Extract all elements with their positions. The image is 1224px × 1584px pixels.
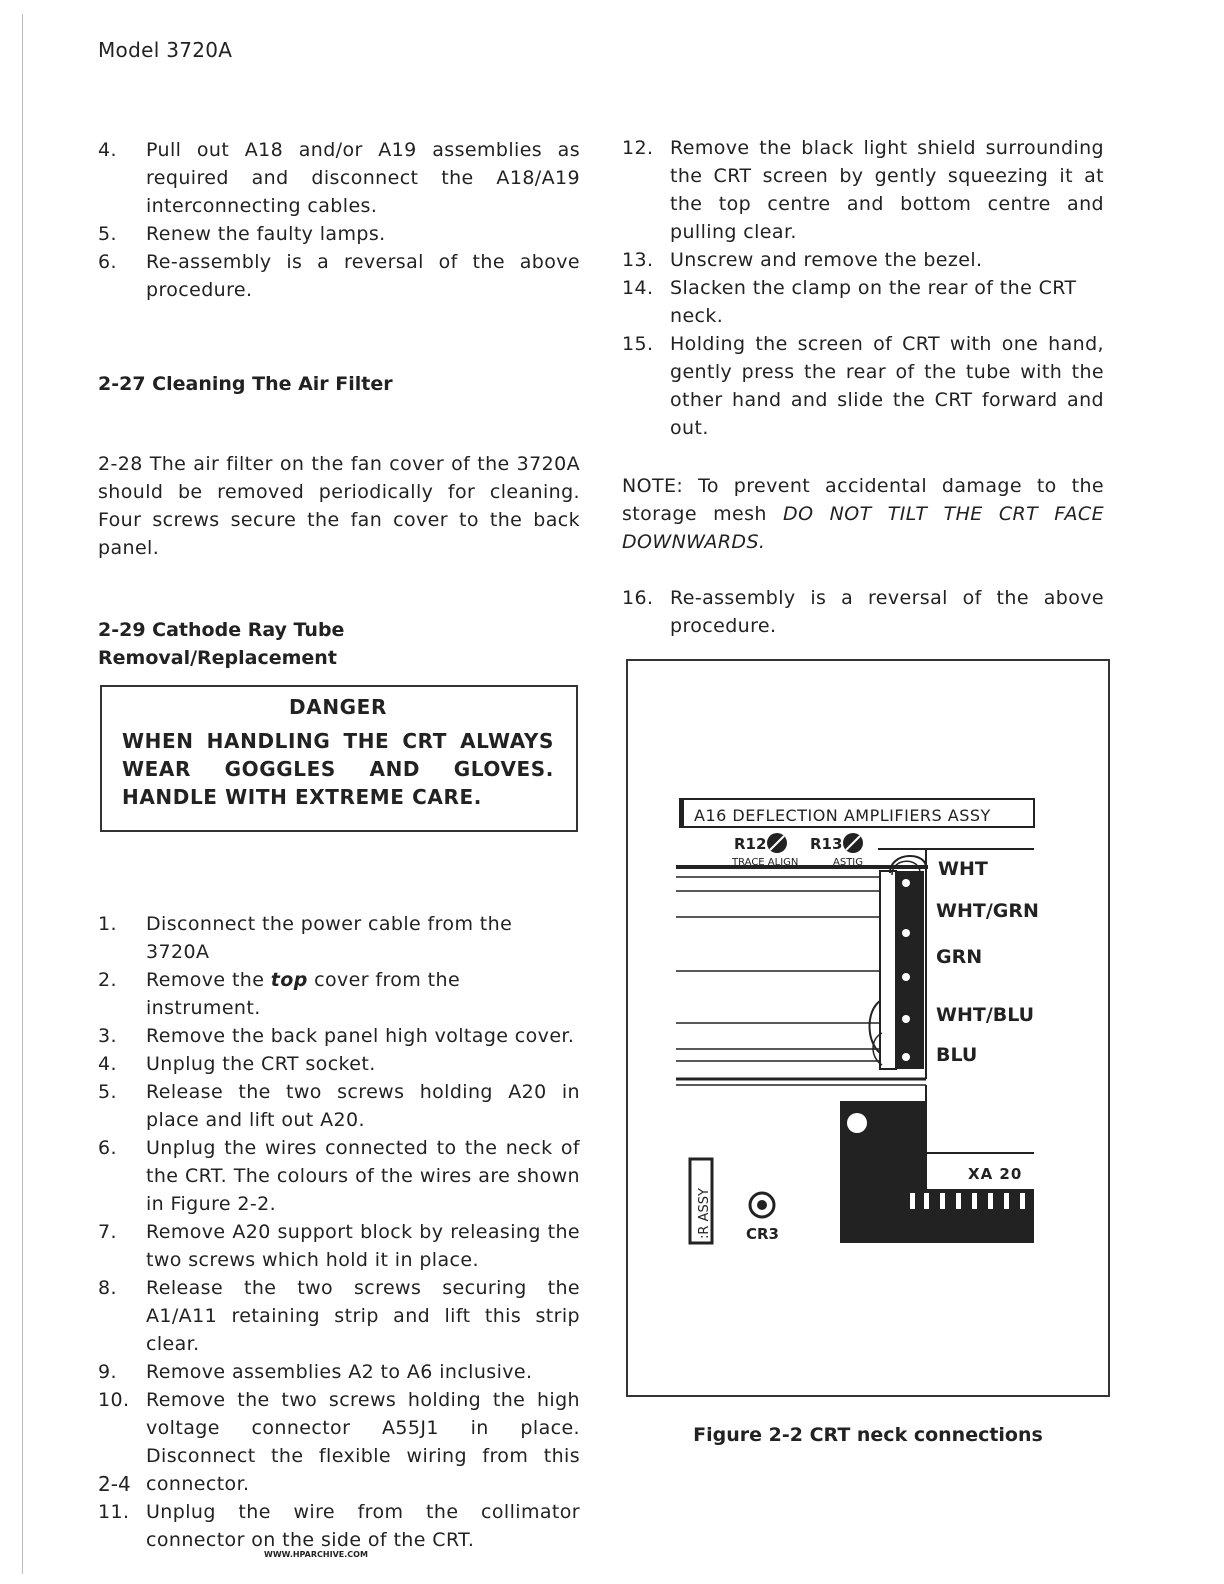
step-text: Disconnect the power cable from the 3720A [146, 913, 513, 963]
list-item [622, 584, 1104, 640]
step-number: 2. [98, 969, 117, 991]
board-title: A16 DEFLECTION AMPLIFIERS ASSY [694, 806, 991, 825]
step-text: Re-assembly is a reversal of the above procedure. [146, 251, 580, 301]
step-text: Unplug the wire from the collimator connector on the side of the CRT. [146, 1501, 580, 1551]
step-text: Re-assembly is a reversal of the above procedure. [670, 587, 1104, 637]
page-header-model: Model 3720A [98, 38, 233, 62]
wire-label-wht: WHT [938, 858, 988, 880]
connector-block [896, 871, 924, 1069]
socket-pin [956, 1193, 961, 1209]
danger-title: DANGER [289, 695, 387, 719]
wire-label-grn: GRN [936, 946, 983, 968]
section-heading-2-29: 2-29 Cathode Ray Tube Removal/Replacement [98, 619, 345, 669]
step-text: Unplug the wires connected to the neck of the CRT. The colours of the wires are shown in Figure 2-2. [146, 1137, 580, 1215]
list-item [98, 1022, 580, 1050]
socket-pin [1020, 1193, 1025, 1209]
footer-url: WWW.HPARCHIVE.COM [264, 1550, 368, 1559]
step-text: Slacken the clamp on the rear of the CRT neck. [670, 277, 1077, 327]
list-item [98, 1134, 580, 1218]
figure-frame [626, 659, 1110, 1397]
list-item [622, 274, 1104, 330]
wire-label-wht-grn: WHT/GRN [936, 900, 1039, 922]
step-number: 7. [98, 1221, 117, 1243]
step-text: Release the two screws securing the A1/A11 retaining strip and lift this strip clear. [146, 1277, 580, 1355]
step-text: Unplug the CRT socket. [146, 1053, 376, 1075]
note-text: NOTE: To prevent accidental damage to the storage mesh [622, 475, 1104, 525]
crt-neck-diagram [628, 661, 1108, 1395]
step-text: Remove the back panel high voltage cover. [146, 1025, 575, 1047]
note-emphasis: DO NOT TILT THE CRT FACE DOWNWARDS. [622, 503, 1104, 553]
page-edge [22, 14, 23, 1574]
step-text: Holding the screen of CRT with one hand, gently press the rear of the tube with the other hand and slide the CRT forward and out. [670, 333, 1104, 439]
step-number: 12. [622, 137, 654, 159]
step-text: Pull out A18 and/or A19 assemblies as required and disconnect the A18/A19 interconnecting cables. [146, 139, 580, 217]
step-number: 8. [98, 1277, 117, 1299]
steps-list-right-16 [622, 584, 1104, 640]
list-item [98, 1078, 580, 1134]
wire-label-wht-blu: WHT/BLU [936, 1004, 1035, 1026]
connector-pin [902, 1053, 910, 1061]
list-item [98, 1358, 580, 1386]
left-column-steps [98, 910, 580, 1554]
r12-label: R12 [734, 835, 767, 853]
list-item [98, 910, 580, 966]
astig-label: ASTIG [833, 857, 863, 868]
list-item [622, 134, 1104, 246]
danger-text: WHEN HANDLING THE CRT ALWAYS WEAR GOGGLES AND GLOVES. HANDLE WITH EXTREME CARE. [122, 729, 554, 809]
list-item [98, 1218, 580, 1274]
list-item [98, 248, 580, 304]
connector-pin [902, 929, 910, 937]
step-number: 5. [98, 1081, 117, 1103]
step-number: 10. [98, 1389, 130, 1411]
xa20-label: XA 20 [968, 1165, 1023, 1183]
step-number: 4. [98, 1053, 117, 1075]
right-column [622, 134, 1104, 640]
list-item [98, 136, 580, 220]
step-number: 15. [622, 333, 654, 355]
step-text: Remove A20 support block by releasing the two screws which hold it in place. [146, 1221, 580, 1271]
step-number: 11. [98, 1501, 130, 1523]
support-block-hole [847, 1113, 867, 1133]
danger-box [100, 685, 578, 832]
list-item [98, 1386, 580, 1498]
r13-label: R13 [810, 835, 843, 853]
list-item [622, 330, 1104, 442]
step-text: Remove the two screws holding the high voltage connector A55J1 in place. Disconnect the flexible wiring from this connector. [146, 1389, 580, 1495]
step-number: 13. [622, 249, 654, 271]
steps-list-top [98, 136, 580, 304]
step-number: 16. [622, 587, 654, 609]
step-text-emphasis: top [270, 969, 308, 991]
socket-pin [972, 1193, 977, 1209]
socket-pin [910, 1193, 915, 1209]
page-number: 2-4 [98, 1472, 131, 1496]
list-item [98, 220, 580, 248]
step-text: Release the two screws holding A20 in place and lift out A20. [146, 1081, 580, 1131]
socket-pin [940, 1193, 945, 1209]
figure-caption: Figure 2-2 CRT neck connections [693, 1424, 1043, 1446]
list-item [622, 246, 1104, 274]
socket-pin [988, 1193, 993, 1209]
step-text: Unscrew and remove the bezel. [670, 249, 983, 271]
step-number: 5. [98, 223, 117, 245]
section-2-28-paragraph: 2-28 The air filter on the fan cover of the 3720A should be removed periodically for cleaning. Four screws secure the fan cover to the back panel. [98, 453, 580, 559]
list-item [98, 1050, 580, 1078]
list-item [98, 966, 580, 1022]
list-item [98, 1274, 580, 1358]
step-number: 9. [98, 1361, 117, 1383]
connector-pin [902, 1015, 910, 1023]
step-text: Renew the faulty lamps. [146, 223, 386, 245]
wire-label-blu: BLU [936, 1044, 978, 1066]
section-heading-2-27: 2-27 Cleaning The Air Filter [98, 373, 393, 395]
step-number: 6. [98, 1137, 117, 1159]
connector-pin [902, 973, 910, 981]
step-text-part: Remove the [146, 969, 271, 991]
cr3-led-center [757, 1200, 767, 1210]
steps-list-right [622, 134, 1104, 442]
step-text: Remove assemblies A2 to A6 inclusive. [146, 1361, 533, 1383]
wire-loop [870, 1001, 881, 1053]
trace-align-label: TRACE ALIGN [732, 857, 799, 868]
socket-pin [1004, 1193, 1009, 1209]
step-number: 3. [98, 1025, 117, 1047]
step-number: 4. [98, 139, 117, 161]
connector-pin [902, 879, 910, 887]
left-column [98, 136, 580, 672]
steps-list-bottom [98, 910, 580, 1554]
connector-strip [880, 871, 896, 1069]
step-number: 1. [98, 913, 117, 935]
assy-strip-label: :R ASSY [697, 1188, 712, 1239]
step-text [146, 966, 580, 1022]
step-text: Remove the black light shield surrounding the CRT screen by gently squeezing it at the top centre and bottom centre and pulling clear. [670, 137, 1104, 243]
note-paragraph [622, 472, 1104, 556]
step-text-part: cover from the instrument. [146, 969, 461, 1019]
socket-pin [924, 1193, 929, 1209]
cr3-label: CR3 [746, 1225, 779, 1243]
step-number: 6. [98, 251, 117, 273]
step-number: 14. [622, 277, 654, 299]
list-item [98, 1498, 580, 1554]
